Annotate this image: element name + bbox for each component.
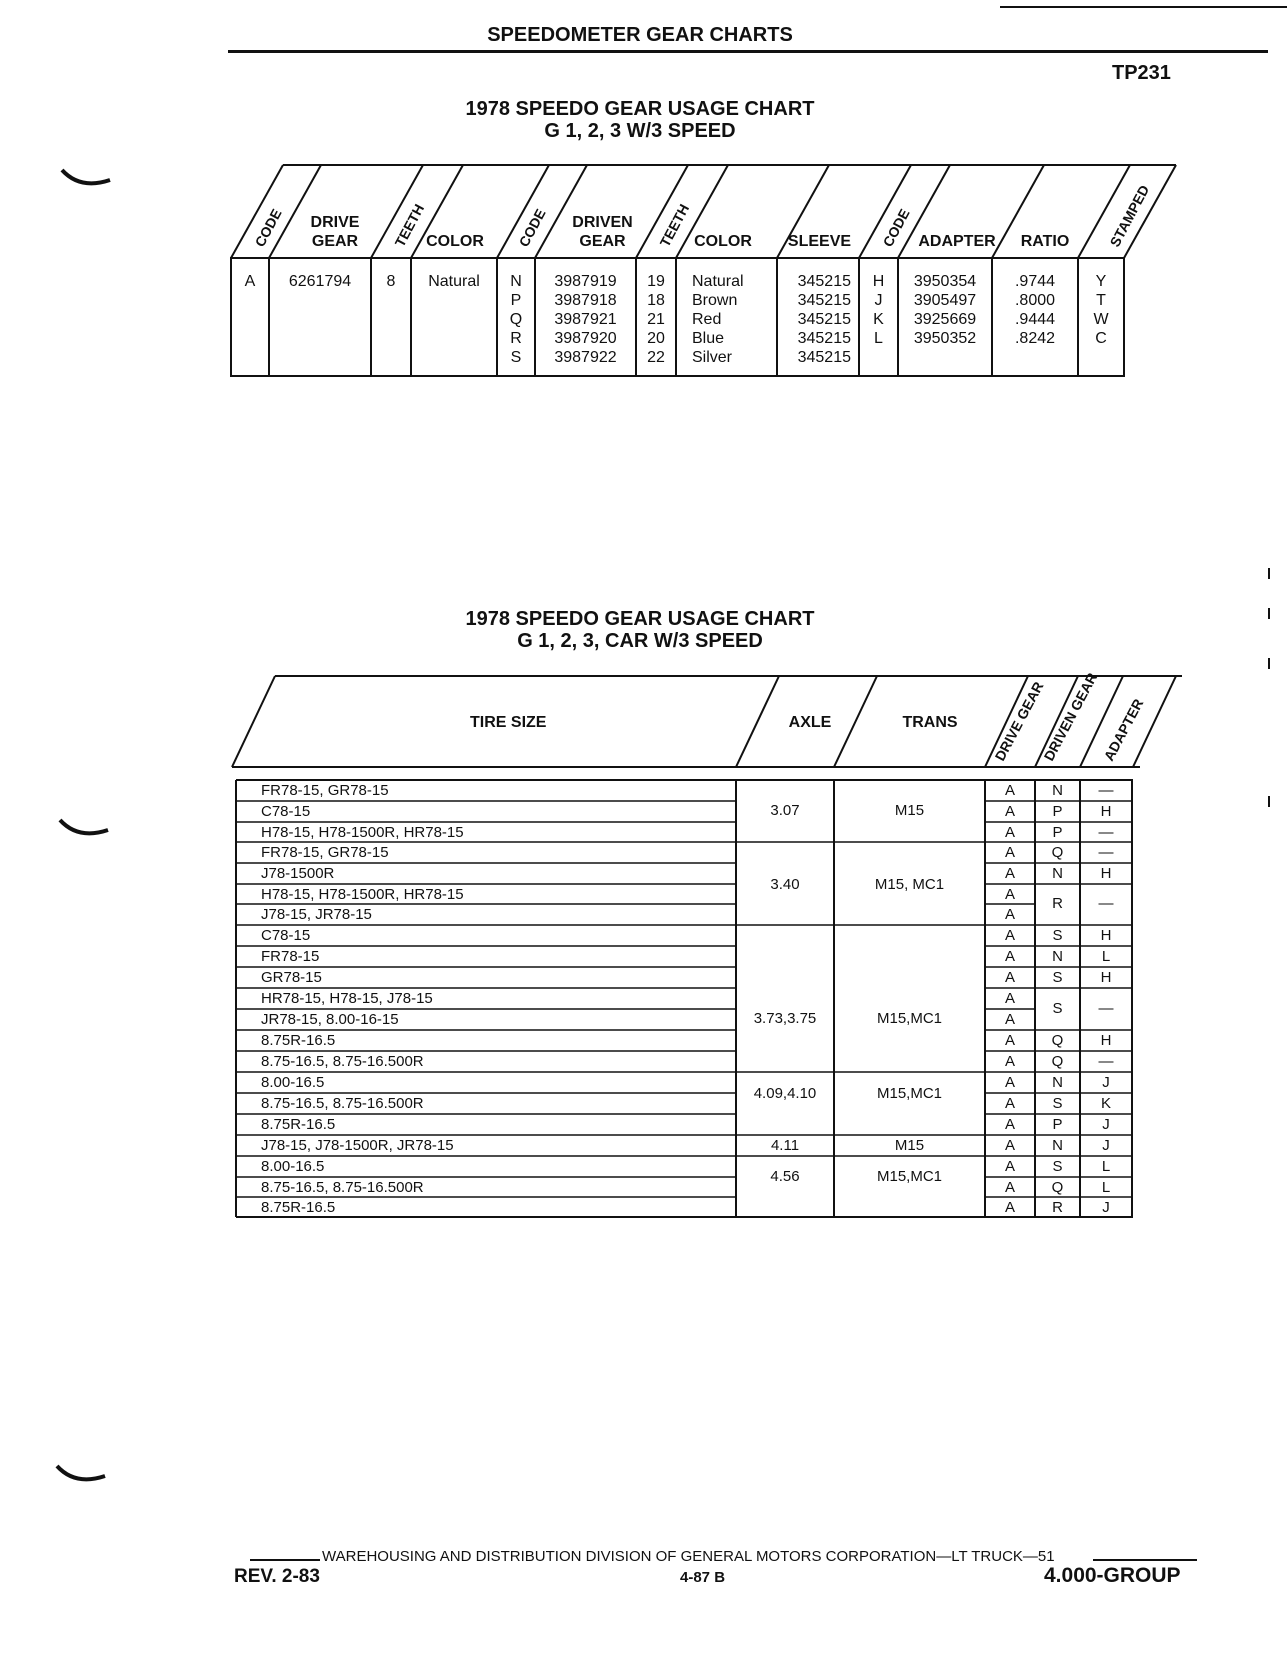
table-row [236,904,1136,925]
chart1-subtitle: G 1, 2, 3 W/3 SPEED [544,120,736,142]
tire-size: C78-15 [261,803,311,820]
adapter-part: 3905497 [913,292,977,309]
tire-size: J78-15, J78-1500R, JR78-15 [261,1137,454,1154]
adapter-ratio: .9444 [1014,311,1056,328]
edge-mark [1268,796,1270,807]
driven-gear-code: P [1052,1116,1063,1133]
sleeve: 345215 [797,330,851,347]
driven-code: R [510,330,522,347]
footer-page: 4-87 B [680,1569,726,1586]
edge-mark [1268,608,1270,619]
footer-rule-right [1093,1559,1197,1561]
adapter-code: J [1102,1074,1110,1091]
page-code: TP231 [1112,62,1171,84]
driven-gear: 3987921 [554,311,617,328]
drive-gear-code: A [1004,969,1015,986]
axle-value: 3.07 [770,802,800,819]
tire-size: 8.75R-16.5 [261,1199,336,1216]
driven-gear-code: N [1052,865,1063,882]
chart1-header-teeth1: TEETH [391,201,428,250]
trans-value: M15,MC1 [876,1168,943,1185]
driven-gear-code: N [1052,948,1063,965]
driven-gear: 3987919 [554,273,617,290]
adapter-stamped: W [1093,311,1109,328]
driven-gear-code: S [1052,969,1063,986]
chart1-header-stamped: STAMPED [1106,182,1153,250]
chart1-header-code2: CODE [515,206,549,250]
driven-gear-code: Q [1051,1179,1064,1196]
table-row [236,1156,1136,1177]
drive-gear-code: A [1004,1116,1015,1133]
driven-code: P [510,292,522,309]
sleeve: 345215 [797,292,851,309]
chart2-header-tire: TIRE SIZE [470,714,547,731]
drive-gear-code: A [1004,927,1015,944]
table-row [236,1114,1136,1135]
table-row [236,1072,1136,1093]
trans-value: M15, MC1 [874,876,945,893]
driven-color: Natural [692,273,744,290]
adapter-code: — [1098,1053,1114,1070]
adapter-code: L [874,330,883,347]
tire-size: FR78-15, GR78-15 [261,844,389,861]
sleeve: 345215 [797,349,851,366]
drive-color: Natural [428,273,480,290]
driven-teeth: 22 [647,349,665,366]
adapter-code: K [1100,1095,1111,1112]
table-row [236,967,1136,988]
drive-gear-code: A [1004,782,1015,799]
chart1-title: 1978 SPEEDO GEAR USAGE CHART [465,98,815,120]
merged-adapter: — [1098,895,1114,912]
table-row [236,1009,1136,1030]
table-row [236,1177,1136,1198]
binder-mark-icon [55,1464,107,1486]
table-row [236,842,1136,863]
chart1-header-sleeve: SLEEVE [787,233,852,250]
driven-gear: 3987918 [554,292,617,309]
adapter-part: 3925669 [913,311,977,328]
edge-mark [1268,658,1270,669]
chart1-header-code3: CODE [879,206,913,250]
tire-size: H78-15, H78-1500R, HR78-15 [261,886,464,903]
driven-code: N [510,273,522,290]
drive-gear-code: A [1004,886,1015,903]
tire-size: 8.75-16.5, 8.75-16.500R [261,1095,424,1112]
table-row [236,822,1136,843]
driven-code: S [510,349,522,366]
drive-teeth: 8 [386,273,396,290]
tire-size: GR78-15 [261,969,322,986]
tire-size: HR78-15, H78-15, J78-15 [261,990,433,1007]
tire-size: FR78-15, GR78-15 [261,782,389,799]
chart1-header-code1: CODE [251,206,285,250]
drive-gear-code: A [1004,824,1015,841]
driven-gear-code: N [1052,1137,1063,1154]
tire-size: JR78-15, 8.00-16-15 [261,1011,399,1028]
adapter-ratio: .8242 [1014,330,1056,347]
adapter-code: — [1098,824,1114,841]
chart1-header-color2: COLOR [694,233,752,250]
driven-teeth: 18 [647,292,665,309]
drive-gear-code: A [1004,1158,1015,1175]
driven-gear-code: S [1052,1158,1063,1175]
adapter-code: J [1102,1137,1110,1154]
chart1-header-driven-gear: DRIVEN GEAR [572,214,633,250]
adapter-code: H [872,273,885,290]
table-row [236,863,1136,884]
adapter-code: — [1098,782,1114,799]
table-row [236,884,1136,905]
adapter-code: H [1100,865,1112,882]
adapter-code: J [1102,1199,1110,1216]
table-row [236,1030,1136,1051]
table-row [236,1197,1136,1218]
table-row [236,1051,1136,1072]
driven-color: Silver [692,349,733,366]
axle-value: 4.11 [770,1137,800,1154]
drive-code: A [244,273,256,290]
driven-color: Blue [692,330,725,347]
trans-value: M15 [894,802,925,819]
drive-gear-code: A [1004,1095,1015,1112]
tire-size: 8.75-16.5, 8.75-16.500R [261,1053,424,1070]
edge-mark [1268,568,1270,579]
driven-gear-code: P [1052,824,1063,841]
drive-gear-code: A [1004,1199,1015,1216]
chart1-header-teeth2: TEETH [656,201,693,250]
table-row [236,801,1136,822]
adapter-code: — [1098,844,1114,861]
driven-gear-code: P [1052,803,1063,820]
chart2-header-adapter: ADAPTER [1100,696,1147,764]
chart2-header-axle: AXLE [788,714,832,731]
drive-gear-code: A [1004,865,1015,882]
adapter-code: L [1101,1179,1111,1196]
driven-teeth: 21 [647,311,665,328]
merged-driven: R [1052,895,1063,912]
adapter-part: 3950354 [913,273,977,290]
driven-code: Q [509,311,523,328]
tire-size: 8.75-16.5, 8.75-16.500R [261,1179,424,1196]
adapter-ratio: .8000 [1014,292,1056,309]
chart2-header-drive-gear: DRIVE GEAR [991,678,1047,764]
tire-size: 8.75R-16.5 [261,1032,336,1049]
driven-color: Red [692,311,722,328]
driven-gear-code: Q [1051,1032,1064,1049]
tire-size: 8.00-16.5 [261,1074,325,1091]
drive-gear-code: A [1004,1032,1015,1049]
axle-value: 3.40 [770,876,800,893]
trans-value: M15 [894,1137,925,1154]
axle-value: 3.73,3.75 [753,1010,817,1027]
footer-group: 4.000-GROUP [1044,1564,1181,1587]
tire-size: C78-15 [261,927,311,944]
trans-value: M15,MC1 [876,1085,943,1102]
drive-gear-code: A [1004,1011,1015,1028]
table-row [236,1135,1136,1156]
drive-gear-code: A [1004,844,1015,861]
driven-gear-code: S [1052,1095,1063,1112]
adapter-code: K [873,311,884,328]
tire-size: J78-15, JR78-15 [261,906,372,923]
chart2-subtitle: G 1, 2, 3, CAR W/3 SPEED [517,630,763,652]
footer-line: WAREHOUSING AND DISTRIBUTION DIVISION OF GENERAL MOTORS CORPORATION—LT TRUCK—51 [322,1548,1055,1565]
drive-gear-code: A [1004,906,1015,923]
adapter-code: H [1100,1032,1112,1049]
adapter-code: L [1101,1158,1111,1175]
drive-gear-code: A [1004,1137,1015,1154]
driven-teeth: 20 [647,330,665,347]
chart2-header-trans: TRANS [902,714,958,731]
drive-gear-code: A [1004,1074,1015,1091]
chart2-header-driven-gear: DRIVEN GEAR [1040,670,1101,764]
tire-size: 8.00-16.5 [261,1158,325,1175]
adapter-stamped: C [1095,330,1107,347]
drive-gear-code: A [1004,1053,1015,1070]
table-row [236,780,1136,801]
chart2-title: 1978 SPEEDO GEAR USAGE CHART [465,608,815,630]
driven-gear-code: N [1052,782,1063,799]
adapter-ratio: .9744 [1014,273,1056,290]
axle-value: 4.56 [770,1168,800,1185]
table-row [236,946,1136,967]
table-row [236,1093,1136,1114]
driven-gear-code: N [1052,1074,1063,1091]
merged-adapter: — [1098,1000,1114,1017]
adapter-code: J [874,292,883,309]
chart1-header-color1: COLOR [426,233,484,250]
adapter-code: J [1102,1116,1110,1133]
driven-gear: 3987920 [554,330,617,347]
trans-value: M15,MC1 [876,1010,943,1027]
driven-color: Brown [692,292,738,309]
sleeve: 345215 [797,273,851,290]
axle-value: 4.09,4.10 [753,1085,817,1102]
driven-gear: 3987922 [554,349,617,366]
adapter-code: L [1101,948,1111,965]
sleeve: 345215 [797,311,851,328]
drive-gear-code: A [1004,990,1015,1007]
adapter-stamped: Y [1095,273,1107,290]
tire-size: J78-1500R [261,865,335,882]
tire-size: H78-15, H78-1500R, HR78-15 [261,824,464,841]
adapter-code: H [1100,969,1112,986]
tire-size: FR78-15 [261,948,320,965]
merged-driven: S [1052,1000,1063,1017]
adapter-code: H [1100,803,1112,820]
chart1-header-ratio: RATIO [1020,233,1070,250]
driven-gear-code: S [1052,927,1063,944]
footer-rev: REV. 2-83 [234,1566,320,1587]
page-title: SPEEDOMETER GEAR CHARTS [487,24,793,46]
table-row [236,925,1136,946]
driven-teeth: 19 [647,273,665,290]
chart1-header-drive-gear: DRIVE GEAR [310,214,360,250]
chart1-header-adapter: ADAPTER [918,233,996,250]
driven-gear-code: R [1052,1199,1063,1216]
drive-gear: 6261794 [288,273,352,290]
adapter-part: 3950352 [913,330,977,347]
drive-gear-code: A [1004,1179,1015,1196]
drive-gear-code: A [1004,803,1015,820]
driven-gear-code: Q [1051,844,1064,861]
adapter-stamped: T [1096,292,1106,309]
drive-gear-code: A [1004,948,1015,965]
table-row [236,988,1136,1009]
footer-rule-left [250,1559,320,1561]
adapter-code: H [1100,927,1112,944]
driven-gear-code: Q [1051,1053,1064,1070]
tire-size: 8.75R-16.5 [261,1116,336,1133]
